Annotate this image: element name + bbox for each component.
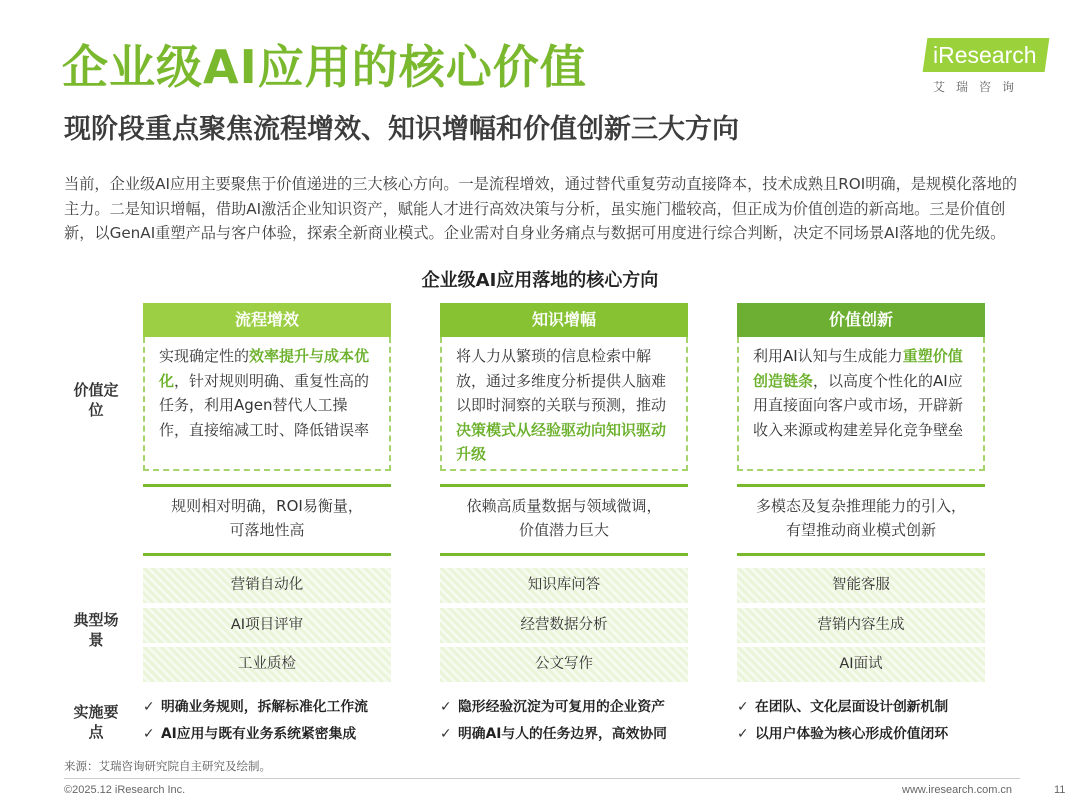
check-icon: ✓ [440,699,452,715]
feature-summary: 规则相对明确，ROI易衡量，可落地性高 [143,484,391,556]
page-number: 11 [1054,784,1066,796]
impl-list [440,694,667,748]
scene-item: 知识库问答 [440,568,688,603]
impl-item: ✓ 明确业务规则，拆解标准化工作流 [143,694,368,721]
page-subtitle: 现阶段重点聚焦流程增效、知识增幅和价值创新三大方向 [64,114,739,145]
impl-item: ✓ 在团队、文化层面设计创新机制 [737,694,948,721]
column-process-efficiency [143,303,391,471]
impl-list [143,694,368,748]
value-description: 将人力从繁琐的信息检索中解放，通过多维度分析提供人脑难以即时洞察的关联与预测，推动决策模式从经验驱动向知识驱动升级 [440,337,688,471]
impl-list [737,694,948,748]
scene-item: 公文写作 [440,647,688,682]
intro-paragraph: 当前，企业级AI应用主要聚焦于价值递进的三大核心方向。一是流程增效，通过替代重复劳动直接降本，技术成熟且ROI明确，是规模化落地的主力。二是知识增幅，借助AI激活企业知识资产，赋能人才进行高效决策与分析，虽实施门槛较高，但正成为价值创造的新高地。三是价值创新，以GenAI重塑产品与客户体验，探索全新商业模式。企业需对自身业务痛点与数据可用度进行综合判断，决定不同场景AI落地的优先级。 [64,175,1018,242]
scene-item: 经营数据分析 [440,608,688,643]
logo-brand: iResearch [933,42,1037,68]
row-label-value: 价值定位 [73,381,119,419]
impl-item: ✓ 以用户体验为核心形成价值闭环 [737,721,948,748]
highlight-text: 决策模式从经验驱动向知识驱动升级 [456,420,667,463]
row-label-scenes: 典型场景 [73,611,119,649]
scene-item: 智能客服 [737,568,985,603]
impl-item: ✓ 隐形经验沉淀为可复用的企业资产 [440,694,667,721]
impl-item: ✓ AI应用与既有业务系统紧密集成 [143,721,368,748]
logo-subtitle: 艾瑞咨询 [933,80,1026,94]
check-icon: ✓ [737,699,749,715]
check-icon: ✓ [440,726,452,742]
impl-item: ✓ 明确AI与人的任务边界，高效协同 [440,721,667,748]
scene-item: 工业质检 [143,647,391,682]
page-title: 企业级AI应用的核心价值 [62,40,587,94]
scene-item: AI面试 [737,647,985,682]
value-description: 实现确定性的效率提升与成本优化，针对规则明确、重复性高的任务，利用Agen替代人工操作，直接缩减工时、降低错误率 [143,337,391,471]
column-header: 价值创新 [737,303,985,337]
scene-item: 营销内容生成 [737,608,985,643]
scene-item: 营销自动化 [143,568,391,603]
check-icon: ✓ [737,726,749,742]
column-knowledge-amplification [440,303,688,471]
column-value-innovation [737,303,985,471]
scene-item: AI项目评审 [143,608,391,643]
highlight-text: 效率提升与成本优化 [159,347,370,390]
copyright: ©2025.12 iResearch Inc. [64,784,186,796]
column-header: 流程增效 [143,303,391,337]
value-description: 利用AI认知与生成能力重塑价值创造链条，以高度个性化的AI应用直接面向客户或市场，开辟新收入来源或构建差异化竞争壁垒 [737,337,985,471]
footer-divider [64,778,1020,779]
row-label-impl: 实施要点 [73,703,119,741]
feature-summary: 多模态及复杂推理能力的引入，有望推动商业模式创新 [737,484,985,556]
feature-summary: 依赖高质量数据与领域微调，价值潜力巨大 [440,484,688,556]
website-link[interactable]: www.iresearch.com.cn [902,784,1013,796]
check-icon: ✓ [143,726,155,742]
iresearch-logo [925,34,1055,96]
source-note: 来源：艾瑞咨询研究院自主研究及绘制。 [64,759,271,773]
highlight-text: 重塑价值创造链条 [753,347,963,390]
check-icon: ✓ [143,699,155,715]
diagram-heading: 企业级AI应用落地的核心方向 [421,270,659,291]
column-header: 知识增幅 [440,303,688,337]
